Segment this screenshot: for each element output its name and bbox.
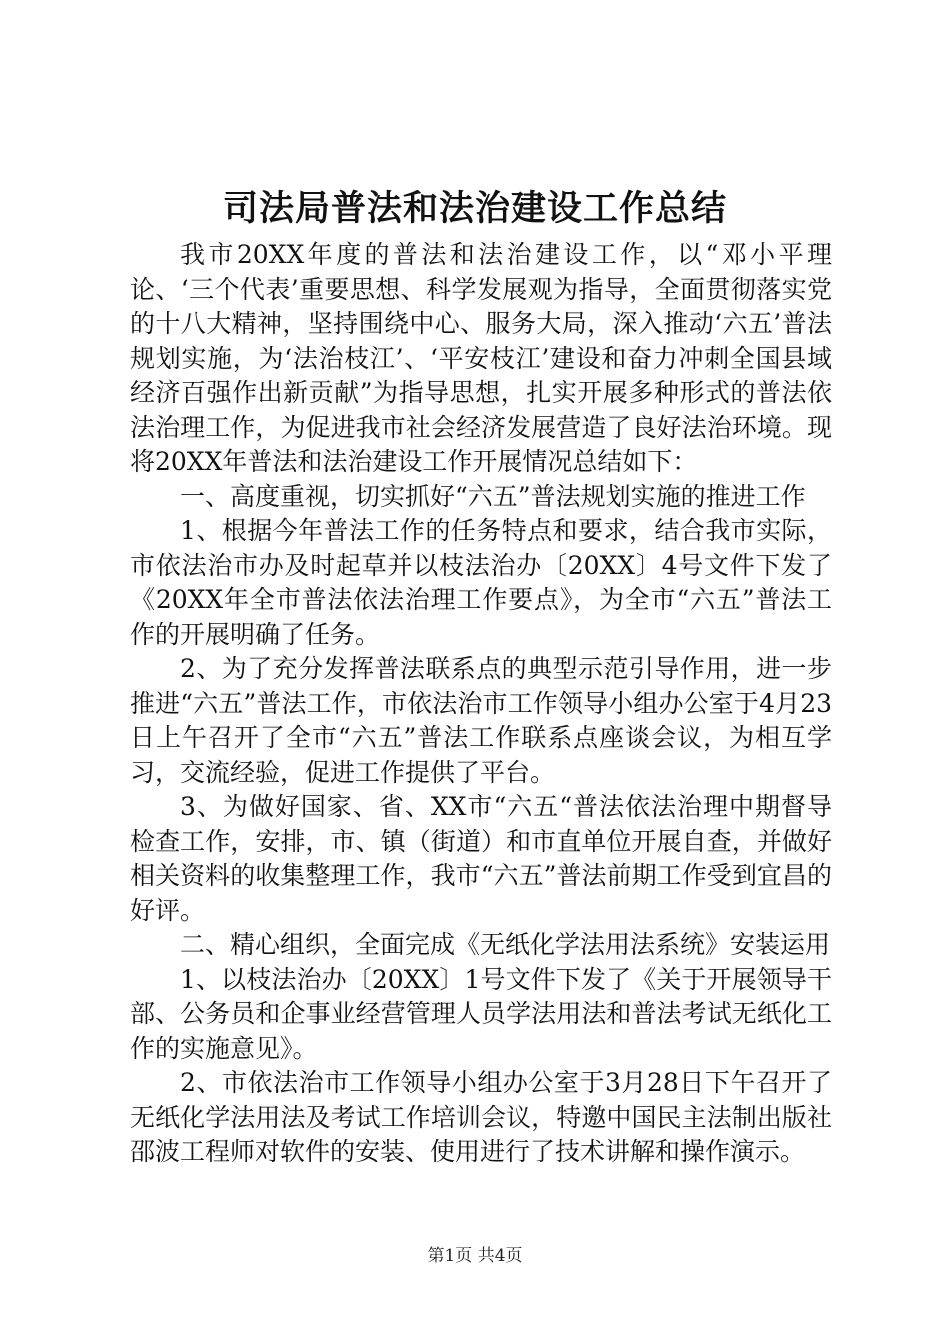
section-2-item-1: 1、以枝法治办〔20XX〕1号文件下发了《关于开展领导干部、公务员和企事业经营管理人员学法用法和普法考试无纸化工作的实施意见》。 [130,964,832,1063]
section-1-item-3: 3、为做好国家、省、XX市“六五“普法依法治理中期督导检查工作，安排，市、镇（街道）和市直单位开展自查，并做好相关资料的收集整理工作，我市“六五”普法前期工作受到宜昌的好评。 [130,792,832,925]
document-body [130,238,832,1170]
section-1-item-1: 1、根据今年普法工作的任务特点和要求，结合我市实际，市依法治市办及时起草并以枝法治办〔20XX〕4号文件下发了《20XX年全市普法依法治理工作要点》，为全市“六五”普法工作的开展明确了任务。 [130,516,832,649]
section-heading-2: 二、精心组织，全面完成《无纸化学法用法系统》安装运用 [180,930,831,959]
page-number-footer: 第1页 共4页 [427,1246,523,1266]
section-1-item-2: 2、为了充分发挥普法联系点的典型示范引导作用，进一步推进“六五”普法工作，市依法治市工作领导小组办公室于4月23日上午召开了全市“六五”普法工作联系点座谈会议，为相互学习，交流经验，促进工作提供了平台。 [130,654,832,787]
intro-paragraph: 我市20XX年度的普法和法治建设工作，以“邓小平理论、‘三个代表’重要思想、科学发展观为指导，全面贯彻落实党的十八大精神，坚持围绕中心、服务大局，深入推动‘六五’普法规划实施，为‘法治枝江’、‘平安枝江’建设和奋力冲刺全国县域经济百强作出新贡献”为指导思想，扎实开展多种形式的普法依法治理工作，为促进我市社会经济发展营造了良好法治环境。现将20XX年普法和法治建设工作开展情况总结如下： [130,240,832,476]
section-2-item-2: 2、市依法治市工作领导小组办公室于3月28日下午召开了无纸化学法用法及考试工作培训会议，特邀中国民主法制出版社邵波工程师对软件的安装、使用进行了技术讲解和操作演示。 [130,1068,832,1166]
section-heading-1: 一、高度重视，切实抓好“六五”普法规划实施的推进工作 [180,481,806,511]
document-title: 司法局普法和法治建设工作总结 [222,188,727,229]
